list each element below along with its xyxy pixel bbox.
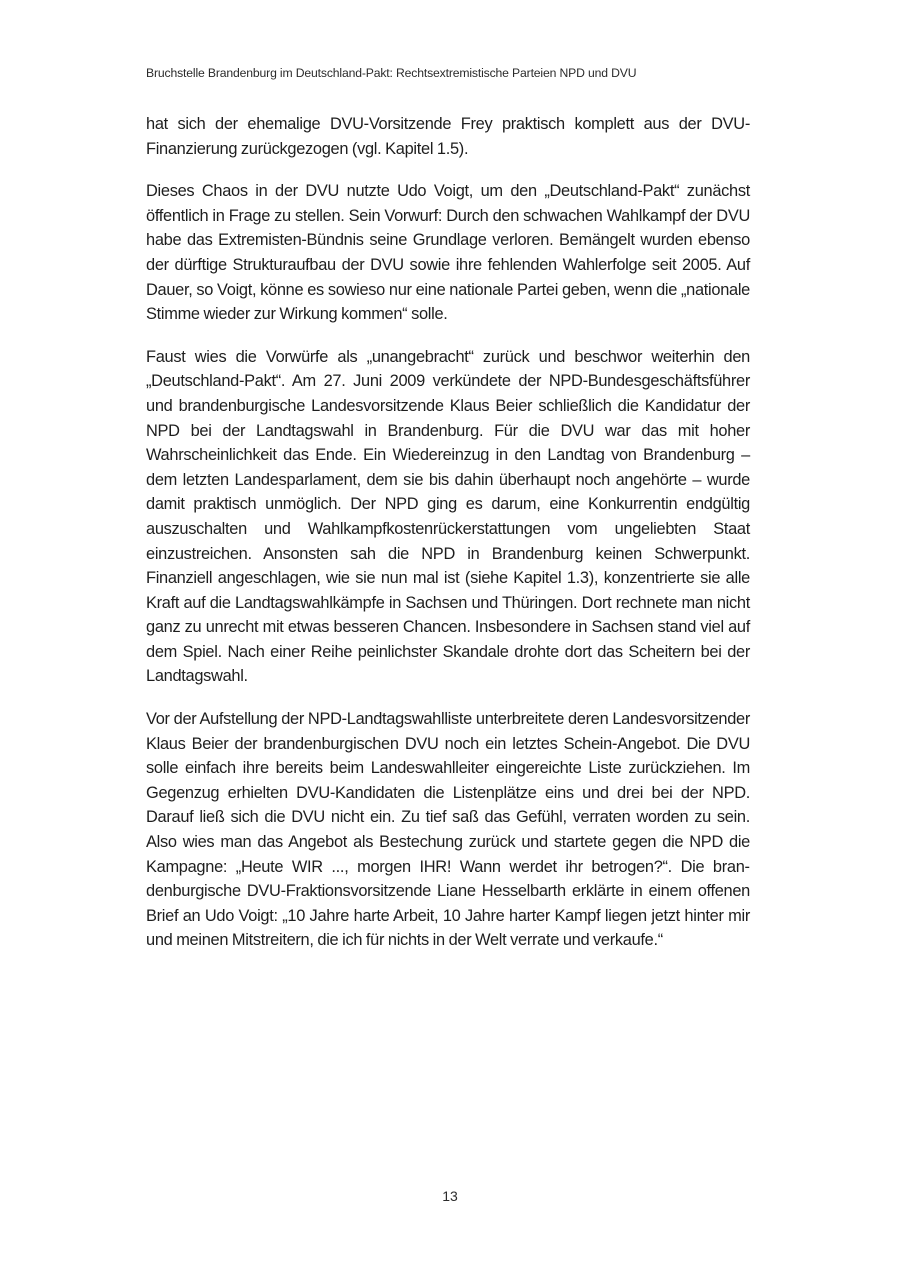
paragraph-3: Faust wies die Vorwürfe als „unangebracht“ zurück und beschwor weiterhin den „Deutschland-Pakt“. Am 27. Juni 2009 verkündete der NPD-Bundesgeschäftsführer und brandenburgische Landesvorsitzende Klaus Beier schließlich die Kandidatur der NPD bei der Landtagswahl in Brandenburg. Für die DVU war das mit hoher Wahrscheinlichkeit das Ende. Ein Wiedereinzug in den Landtag von Brandenburg – dem letzten Landesparlament, dem sie bis dahin überhaupt noch angehörte – wurde damit praktisch unmöglich. Der NPD ging es darum, eine Konkurrentin endgültig auszuschalten und Wahlkampfkostenrückerstattungen vom ungeliebten Staat einzustreichen. Ansonsten sah die NPD in Brandenburg keinen Schwerpunkt. Finanziell angeschlagen, wie sie nun mal ist (siehe Kapitel 1.3), konzentrierte sie alle Kraft auf die Landtagswahlkämpfe in Sachsen und Thüringen. Dort rechnete man nicht ganz zu unrecht mit etwas besseren Chancen. Insbesondere in Sachsen stand viel auf dem Spiel. Nach einer Reihe peinlichster Skandale drohte dort das Scheitern bei der Landtagswahl. bbox=[146, 347, 750, 686]
body-text bbox=[146, 112, 750, 971]
paragraph-2: Dieses Chaos in der DVU nutzte Udo Voigt, um den „Deutschland-Pakt“ zunächst öffentlich in Frage zu stellen. Sein Vorwurf: Durch den schwachen Wahlkampf der DVU habe das Extremisten-Bündnis seine Grundlage verloren. Bemängelt wurden ebenso der dürftige Strukturaufbau der DVU sowie ihre fehlenden Wahlerfolge seit 2005. Auf Dauer, so Voigt, könne es sowieso nur eine nationale Partei geben, wenn die „nationale Stimme wieder zur Wirkung kommen“ solle. bbox=[146, 182, 750, 324]
running-header: Bruchstelle Brandenburg im Deutschland-Pakt: Rechtsextremistische Parteien NPD und DVU bbox=[146, 66, 637, 80]
paragraph-4: Vor der Aufstellung der NPD-Landtagswahlliste unterbreitete deren Landesvorsitzender Klaus Beier der brandenburgischen DVU noch ein letztes Schein-Angebot. Die DVU solle einfach ihre bereits beim Landeswahlleiter eingereichte Liste zurückziehen. Im Gegenzug erhielten DVU-Kandidaten die Listenplätze eins und drei bei der NPD. Darauf ließ sich die DVU nicht ein. Zu tief saß das Gefühl, verraten worden zu sein. Also wies man das Angebot als Bestechung zurück und startete gegen die NPD die Kampagne: „Heute WIR ..., morgen IHR! Wann werdet ihr betrogen?“. Die brandenburgische DVU-Fraktionsvorsitzende Liane Hesselbarth erklärte in einem offenen Brief an Udo Voigt: „10 Jahre harte Arbeit, 10 Jahre harter Kampf liegen jetzt hinter mir und meinen Mitstreitern, die ich für nichts in der Welt verrate und verkaufe.“ bbox=[146, 710, 750, 950]
page-number: 13 bbox=[442, 1188, 458, 1204]
paragraph-1: hat sich der ehemalige DVU-Vorsitzende Frey praktisch komplett aus der DVU-Finanzierung zurückgezogen (vgl. Kapitel 1.5). bbox=[146, 115, 750, 158]
